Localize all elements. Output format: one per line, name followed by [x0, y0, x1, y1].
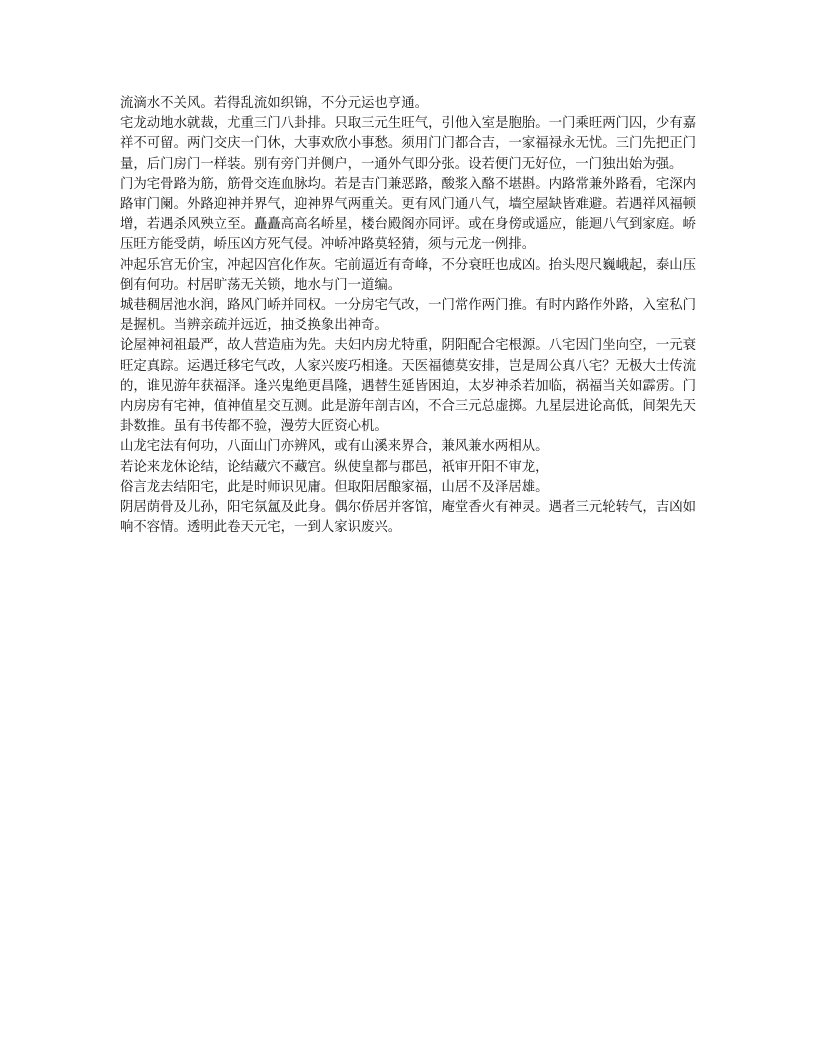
paragraph: 论屋神祠祖最严，故人营造庙为先。夫妇内房尤特重，阴阳配合宅根源。八宅因门坐向空，一元衰旺定真踪。运遇迁移宅气改，人家兴废巧相逢。天医福德莫安排，岂是周公真八宅？无极大士传流的，谁见游年获福泽。逢兴鬼绝更昌隆，遇替生延皆困迫，太岁神杀若加临，祸福当关如霹雳。门内房房有宅神，值神值星交互测。此是游年剖吉凶，不合三元总虚掷。九星层进论高低，间架先天卦数推。虽有书传都不验，漫劳大匠资心机。: [120, 338, 696, 435]
paragraph: 俗言龙去结阳宅，此是时师识见庸。但取阳居酿家福，山居不及泽居雄。: [120, 479, 549, 495]
paragraph: 流滴水不关风。若得乱流如织锦，不分元运也亨通。: [120, 96, 428, 111]
document-body: [120, 94, 696, 538]
paragraph: 宅龙动地水就裁，尤重三门八卦排。只取三元生旺气，引他入室是胞胎。一门乘旺两门囚，少有嘉祥不可留。两门交庆一门休，大事欢欣小事愁。须用门门都合吉，一家福禄永无忧。三门先把正门量，后门房门一样装。别有旁门并侧户，一通外气即分张。设若便门无好位，一门独出始为强。: [120, 116, 696, 172]
paragraph: 阴居荫骨及儿孙，阳宅氛氲及此身。偶尔侨居并客馆，庵堂香火有神灵。遇者三元轮转气，吉凶如响不容情。透明此卷天元宅，一到人家识废兴。: [120, 500, 696, 536]
paragraph: 门为宅骨路为筋，筋骨交连血脉均。若是吉门兼恶路，酸浆入酪不堪斟。内路常兼外路看，宅深内路审门阑。外路迎神并界气，迎神界气两重关。更有风门通八气，墙空屋缺皆难避。若遇祥风福顿增，若遇杀风殃立至。矗矗高高名峤星，楼台殿阁亦同评。或在身傍或遥应，能迴八气到家庭。峤压旺方能受荫，峤压凶方死气侵。冲峤冲路莫轻猜，须与元龙一例排。: [120, 176, 696, 253]
paragraph: 山龙宅法有何功，八面山门亦辨风，或有山溪来界合，兼风兼水两相从。: [120, 439, 549, 455]
paragraph: 若论来龙休论结，论结藏穴不藏宫。纵使皇都与郡邑，祇审开阳不审龙，: [120, 459, 549, 475]
paragraph: 冲起乐宫无价宝，冲起囚宫化作灰。宅前逼近有奇峰，不分衰旺也成凶。抬头咫尺巍峨起，泰山压倒有何功。村居旷荡无关锁，地水与门一道编。: [120, 257, 696, 293]
paragraph: 城巷稠居池水润，路风门峤并同权。一分房宅气改，一门常作两门推。有时内路作外路，入室私门是握机。当辨亲疏并远近，抽爻换象出神奇。: [120, 298, 696, 334]
